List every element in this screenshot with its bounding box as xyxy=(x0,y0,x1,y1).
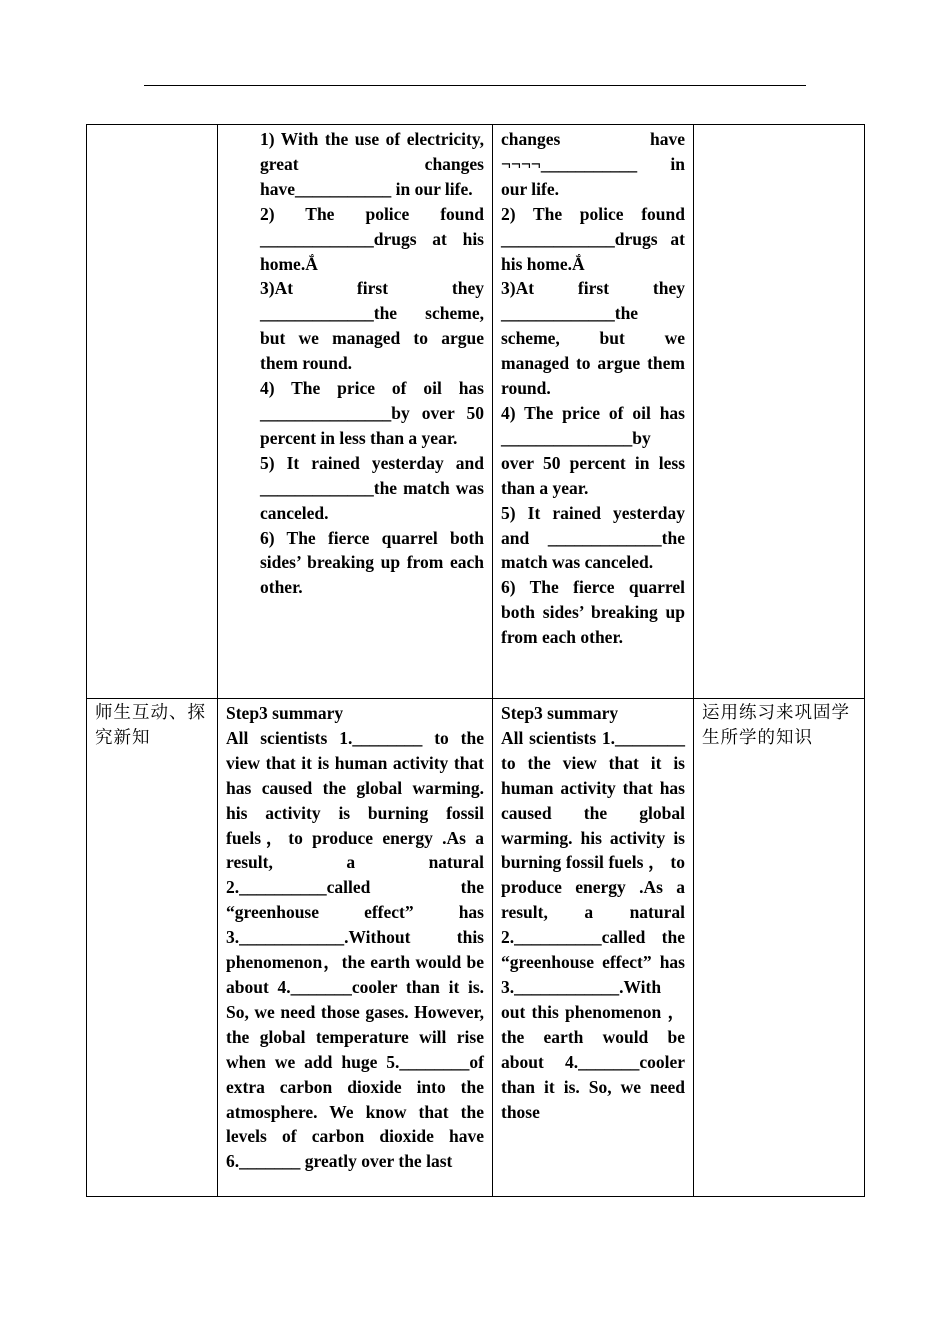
exercise-item: 4) The price of oil has _______________by over 50 percent in less than a year. xyxy=(501,402,685,498)
purpose-cell xyxy=(694,699,865,1197)
student-exercise-cell xyxy=(493,125,694,699)
step-heading: Step3 summary xyxy=(226,703,344,723)
exercise-item: 6) The fierce quarrel both sides’ breaking up from each other. xyxy=(501,577,685,648)
exercise-item: changes have ¬¬¬¬___________ in our life. xyxy=(501,129,685,199)
table-row xyxy=(87,125,865,699)
header-rule xyxy=(144,85,806,86)
purpose-text: 运用练习来巩固学生所学的知识 xyxy=(702,703,850,748)
summary-passage: All scientists 1.________ to the view that it is human activity that has caused the global warming. his activity is burning fossil fuels ， to produce energy .As a result, a natural 2.__________called the “greenhouse effect” has 3.____________.With out this phenomenon ， the earth would be about 4._______cooler than it is. So, we need those xyxy=(501,727,685,1122)
teacher-summary-cell xyxy=(218,699,493,1197)
stage-cell xyxy=(87,699,218,1197)
exercise-item: 6) The fierce quarrel both sides’ breaking up from each other. xyxy=(260,527,484,598)
exercise-item: 5) It rained yesterday and _____________the match was canceled. xyxy=(260,452,484,523)
exercise-item: 3)At first they _____________the scheme, but we managed to argue them round. xyxy=(260,278,484,374)
step-heading: Step3 summary xyxy=(501,703,619,723)
exercise-item: 1) With the use of electricity, great changes have___________ in our life. xyxy=(260,129,484,199)
lesson-table xyxy=(86,124,865,1197)
stage-label: 师生互动、探究新知 xyxy=(95,703,206,748)
summary-passage: All scientists 1.________ to the view that it is human activity that has caused the global warming. his activity is burning fossil fuels，to produce energy .As a result, a natural 2.__________called the “greenhouse effect” has 3.____________.Without this phenomenon，the earth would be about 4._______cooler than it is. So, we need those gases. However, the global temperature will rise when we add huge 5.________of extra carbon dioxide into the atmosphere. We know that the levels of carbon dioxide have 6._______ greatly over the last xyxy=(226,727,484,1172)
exercise-item: 2) The police found _____________drugs at his home.Ắ xyxy=(260,203,484,274)
stage-cell xyxy=(87,125,218,699)
exercise-item: 4) The price of oil has _______________by over 50 percent in less than a year. xyxy=(260,378,484,448)
exercise-item: 2) The police found _____________drugs at his home.Ắ xyxy=(501,203,685,274)
exercise-item: 5) It rained yesterday and _____________the match was canceled. xyxy=(501,502,685,573)
teacher-exercise-cell xyxy=(218,125,493,699)
exercise-item: 3)At first they _____________the scheme, but we managed to argue them round. xyxy=(501,278,685,399)
student-summary-cell xyxy=(493,699,694,1197)
purpose-cell xyxy=(694,125,865,699)
table-row xyxy=(87,699,865,1197)
